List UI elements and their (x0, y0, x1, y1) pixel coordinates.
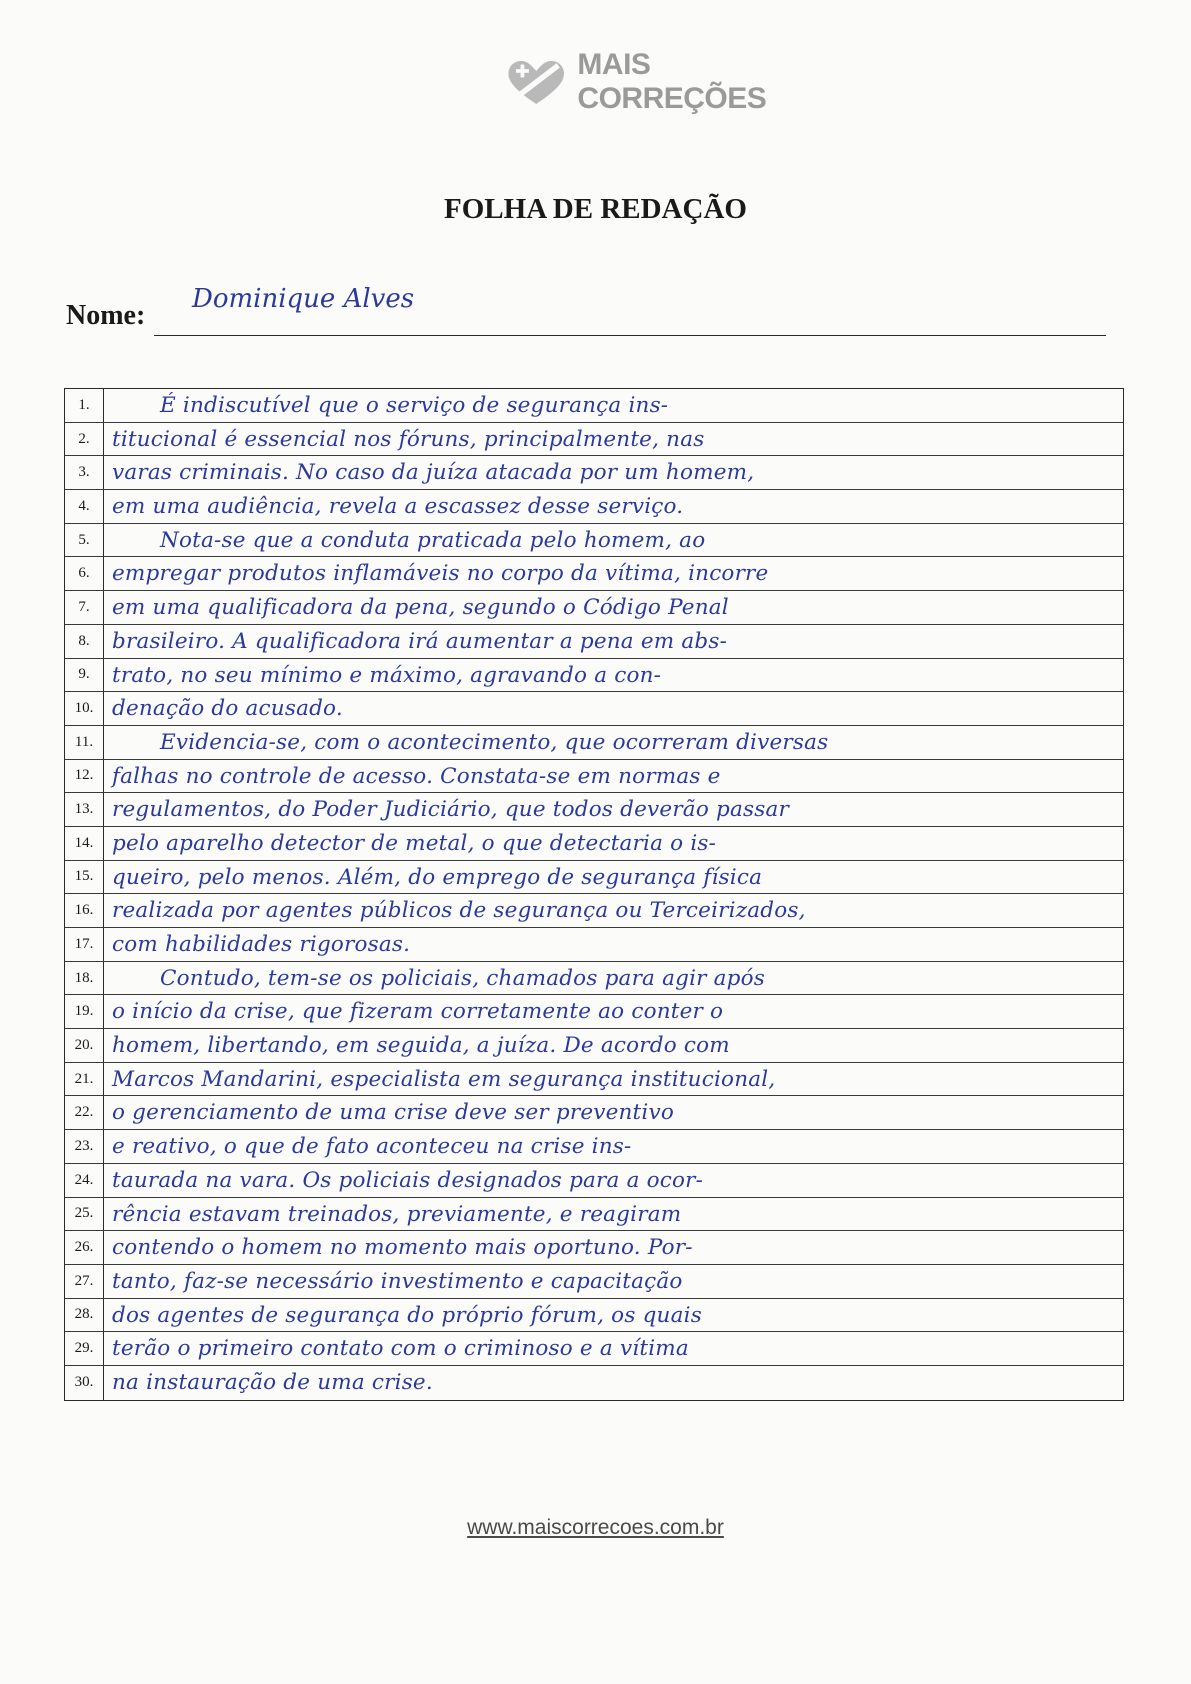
line-number: 7. (65, 591, 104, 624)
line-number: 6. (65, 557, 104, 590)
line-number: 27. (65, 1265, 104, 1298)
line-number: 13. (65, 793, 104, 826)
line-text: terão o primeiro contato com o criminoso e a vítima (112, 1336, 689, 1362)
essay-line (65, 1198, 1123, 1232)
student-name: Dominique Alves (192, 284, 415, 314)
essay-line (65, 1164, 1123, 1198)
essay-line (65, 928, 1123, 962)
line-text: É indiscutível que o serviço de segurança ins- (160, 393, 669, 418)
line-text: Nota-se que a conduta praticada pelo homem, ao (160, 527, 706, 553)
line-text: taurada na vara. Os policiais designados para a ocor- (112, 1167, 704, 1193)
essay-lines-table (64, 388, 1124, 1401)
line-text: trato, no seu mínimo e máximo, agravando a con- (112, 662, 662, 688)
essay-line (65, 1332, 1123, 1366)
line-text: dos agentes de segurança do próprio fórum, os quais (112, 1302, 702, 1328)
essay-line (65, 456, 1123, 490)
essay-line (65, 1063, 1123, 1097)
essay-line (65, 726, 1123, 760)
line-text: Evidencia-se, com o acontecimento, que ocorreram diversas (160, 729, 829, 755)
name-label: Nome: (66, 300, 146, 331)
line-number: 10. (65, 692, 104, 725)
line-text: na instauração de uma crise. (112, 1369, 433, 1395)
line-number: 24. (65, 1164, 104, 1197)
line-text: e reativo, o que de fato aconteceu na crise ins- (112, 1134, 632, 1160)
essay-line (65, 389, 1123, 423)
line-text: com habilidades rigorosas. (112, 932, 411, 957)
line-text: tanto, faz-se necessário investimento e capacitação (112, 1268, 683, 1294)
line-number: 9. (65, 659, 104, 692)
essay-line (65, 1265, 1123, 1299)
line-number: 23. (65, 1130, 104, 1163)
heart-cross-icon (505, 56, 567, 108)
line-number: 12. (65, 760, 104, 793)
line-number: 16. (65, 894, 104, 927)
line-text: titucional é essencial nos fóruns, principalmente, nas (112, 426, 705, 452)
line-number: 5. (65, 524, 104, 557)
essay-line (65, 1231, 1123, 1265)
essay-line (65, 557, 1123, 591)
line-number: 2. (65, 423, 104, 456)
essay-line (65, 894, 1123, 928)
line-number: 20. (65, 1029, 104, 1062)
essay-line (65, 1299, 1123, 1333)
line-number: 18. (65, 962, 104, 995)
line-text: homem, libertando, em seguida, a juíza. De acordo com (112, 1033, 730, 1059)
line-text: varas criminais. No caso da juíza atacada por um homem, (112, 460, 755, 486)
line-number: 4. (65, 490, 104, 523)
page-title: FOLHA DE REDAÇÃO (444, 193, 747, 225)
essay-line (65, 827, 1123, 861)
essay-line (65, 423, 1123, 457)
line-text: realizada por agentes públicos de segurança ou Terceirizados, (112, 898, 806, 924)
line-number: 8. (65, 625, 104, 658)
essay-line (65, 591, 1123, 625)
line-text: em uma audiência, revela a escassez desse serviço. (112, 494, 684, 520)
essay-line (65, 1096, 1123, 1130)
essay-line (65, 524, 1123, 558)
essay-line (65, 625, 1123, 659)
line-number: 11. (65, 726, 104, 759)
name-field (66, 284, 1112, 336)
brand-logo (505, 48, 825, 115)
logo-text: MAIS CORREÇÕES (577, 48, 767, 115)
essay-line (65, 1130, 1123, 1164)
line-number: 14. (65, 827, 104, 860)
essay-line (65, 793, 1123, 827)
essay-line (65, 1366, 1123, 1400)
essay-line (65, 995, 1123, 1029)
essay-line (65, 490, 1123, 524)
line-number: 17. (65, 928, 104, 961)
essay-line (65, 760, 1123, 794)
line-text: em uma qualificadora da pena, segundo o Código Penal (112, 595, 729, 621)
line-text: denação do acusado. (112, 696, 343, 722)
line-text: falhas no controle de acesso. Constata-se em normas e (112, 763, 721, 789)
line-text: o gerenciamento de uma crise deve ser preventivo (112, 1100, 674, 1126)
line-text: o início da crise, que fizeram corretamente ao conter o (112, 999, 724, 1025)
line-text: empregar produtos inflamáveis no corpo da vítima, incorre (112, 561, 769, 587)
name-underline (154, 335, 1106, 336)
line-number: 1. (65, 389, 104, 422)
line-text: Contudo, tem-se os policiais, chamados para agir após (160, 965, 766, 991)
essay-line (65, 692, 1123, 726)
line-number: 29. (65, 1332, 104, 1365)
line-text: contendo o homem no momento mais oportuno. Por- (112, 1235, 693, 1261)
line-number: 22. (65, 1096, 104, 1129)
essay-line (65, 659, 1123, 693)
line-text: regulamentos, do Poder Judiciário, que todos deverão passar (112, 797, 789, 823)
line-number: 19. (65, 995, 104, 1028)
essay-line (65, 861, 1123, 895)
line-text: brasileiro. A qualificadora irá aumentar a pena em abs- (112, 628, 728, 654)
line-number: 3. (65, 456, 104, 489)
line-text: pelo aparelho detector de metal, o que detectaria o is- (112, 830, 717, 856)
line-number: 26. (65, 1231, 104, 1264)
essay-line (65, 1029, 1123, 1063)
essay-line (65, 962, 1123, 996)
line-text: Marcos Mandarini, especialista em segurança institucional, (112, 1066, 776, 1092)
line-text: queiro, pelo menos. Além, do emprego de segurança física (112, 864, 763, 890)
line-text: rência estavam treinados, previamente, e reagiram (112, 1201, 682, 1227)
line-number: 25. (65, 1198, 104, 1231)
line-number: 28. (65, 1299, 104, 1332)
line-number: 21. (65, 1063, 104, 1096)
line-number: 30. (65, 1366, 104, 1400)
website-link[interactable]: www.maiscorrecoes.com.br (467, 1516, 724, 1539)
line-number: 15. (65, 861, 104, 894)
